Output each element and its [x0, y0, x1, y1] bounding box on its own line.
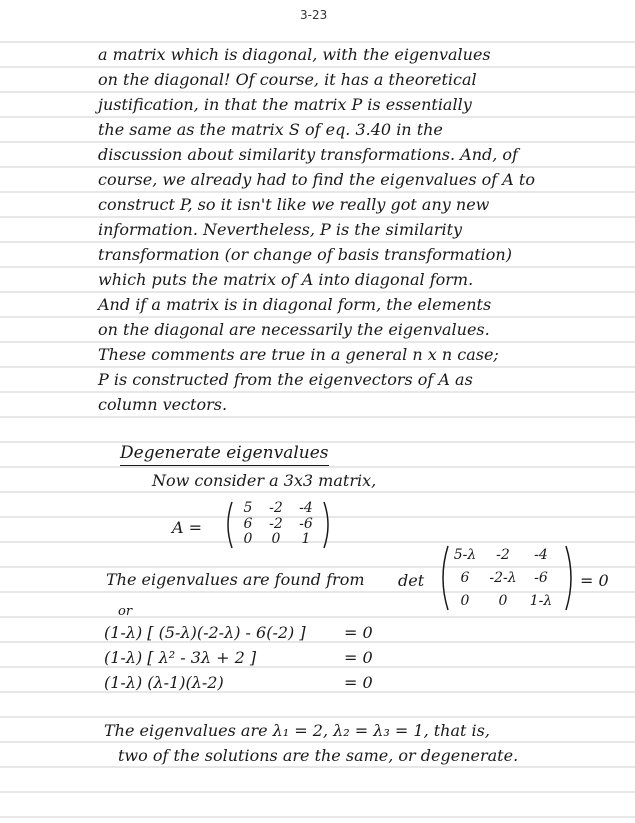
intro-text: Now consider a 3x3 matrix, — [152, 471, 377, 490]
det-cell: -2-λ — [489, 570, 517, 586]
matrix-a-cell: -6 — [299, 516, 313, 532]
det-cell: 0 — [460, 593, 470, 609]
paragraph-line: construct P, so it isn't like we really got any new — [98, 195, 490, 214]
equation-lhs: (1-λ) [ λ² - 3λ + 2 ] — [104, 648, 257, 667]
conclusion-line: The eigenvalues are λ₁ = 2, λ₂ = λ₃ = 1, that is, — [104, 721, 490, 740]
paragraph-line: on the diagonal are necessarily the eigenvalues. — [98, 320, 490, 339]
paragraph-line: on the diagonal! Of course, it has a theoretical — [98, 70, 477, 89]
equation-rhs: = 0 — [344, 623, 373, 642]
equation-rhs: = 0 — [344, 648, 373, 667]
conclusion-line: two of the solutions are the same, or degenerate. — [118, 746, 519, 765]
det-cell: -2 — [496, 547, 510, 563]
det-cell: 0 — [498, 593, 508, 609]
paragraph-line: column vectors. — [98, 395, 228, 414]
matrix-a-cell: 1 — [301, 531, 311, 547]
paragraph-line: justification, in that the matrix P is essentially — [98, 95, 472, 114]
page-number: 3-23 — [300, 8, 328, 22]
det-result: = 0 — [580, 571, 609, 590]
section-heading: Degenerate eigenvalues — [120, 443, 329, 466]
paragraph-line: transformation (or change of basis transformation) — [98, 245, 512, 264]
paragraph-line: These comments are true in a general n x n case; — [98, 345, 499, 364]
paragraph-line: a matrix which is diagonal, with the eigenvalues — [98, 45, 491, 64]
paragraph-line: discussion about similarity transformations. And, of — [98, 145, 518, 164]
paragraph-line: And if a matrix is in diagonal form, the elements — [98, 295, 492, 314]
equation-rhs: = 0 — [344, 673, 373, 692]
matrix-label: A = — [172, 518, 203, 537]
matrix-a-cell: 6 — [243, 516, 253, 532]
matrix-a-cell: -2 — [269, 500, 283, 516]
matrix-a-cell: 5 — [243, 500, 253, 516]
matrix-a-cell: -4 — [299, 500, 313, 516]
paragraph-line: the same as the matrix S of eq. 3.40 in the — [98, 120, 443, 139]
paragraph-line: course, we already had to find the eigenvalues of A to — [98, 170, 535, 189]
det-cell: 6 — [460, 570, 470, 586]
det-label: det — [398, 571, 425, 590]
paragraph-line: information. Nevertheless, P is the similarity — [98, 220, 463, 239]
equation-lhs: (1-λ) (λ-1)(λ-2) — [104, 673, 224, 692]
equation-lhs: (1-λ) [ (5-λ)(-2-λ) - 6(-2) ] — [104, 623, 306, 642]
det-cell: -6 — [534, 570, 548, 586]
matrix-a-cell: 0 — [271, 531, 281, 547]
paragraph-line: which puts the matrix of A into diagonal form. — [98, 270, 474, 289]
det-cell: -4 — [534, 547, 548, 563]
matrix-a-cell: 0 — [243, 531, 253, 547]
matrix-a-cell: -2 — [269, 516, 283, 532]
eigen-text: The eigenvalues are found from — [106, 570, 365, 589]
det-cell: 1-λ — [529, 593, 553, 609]
or-word: or — [118, 604, 133, 619]
paragraph-line: P is constructed from the eigenvectors of A as — [98, 370, 473, 389]
det-cell: 5-λ — [453, 547, 477, 563]
